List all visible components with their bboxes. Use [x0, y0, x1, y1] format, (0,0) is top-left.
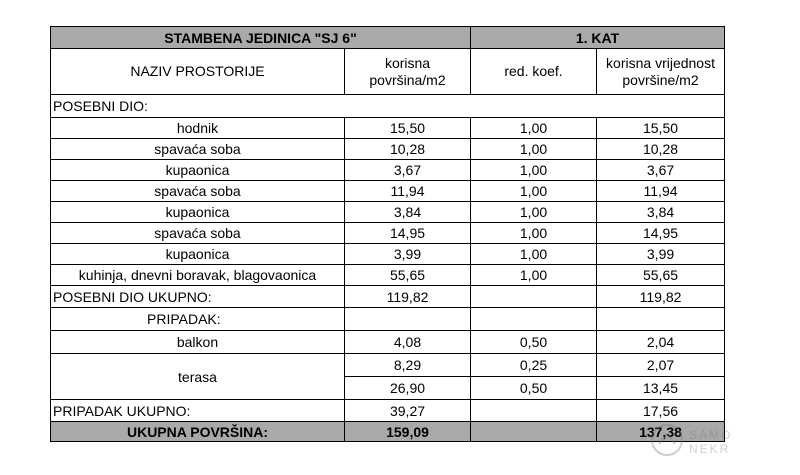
table-row	[51, 160, 725, 181]
room-name: terasa	[51, 354, 345, 400]
grand-total-value: 137,38	[597, 422, 725, 442]
room-coef: 1,00	[471, 160, 597, 181]
table-row	[51, 118, 725, 139]
section-row-pripadak	[51, 308, 725, 331]
watermark-text-top: SAMO	[689, 428, 733, 442]
floor-title: 1. KAT	[471, 27, 725, 49]
room-area: 26,90	[345, 377, 471, 400]
room-coef: 1,00	[471, 139, 597, 160]
room-area: 14,95	[345, 223, 471, 244]
room-value: 55,65	[597, 265, 725, 286]
grand-total-label: UKUPNA POVRŠINA:	[51, 422, 345, 442]
pripadak-total-area: 39,27	[345, 400, 471, 422]
table-row	[51, 202, 725, 223]
room-value: 2,07	[597, 354, 725, 377]
column-header-coef: red. koef.	[471, 49, 597, 95]
watermark-text-bottom: NEKR	[689, 442, 731, 456]
column-header-area: korisna površina/m2	[345, 49, 471, 95]
room-coef: 1,00	[471, 265, 597, 286]
room-name: kupaonica	[51, 202, 345, 223]
room-value: 3,67	[597, 160, 725, 181]
room-coef: 1,00	[471, 223, 597, 244]
room-name: balkon	[51, 331, 345, 354]
pripadak-total-row	[51, 400, 725, 422]
section-label-pripadak: PRIPADAK:	[51, 308, 345, 331]
room-value: 13,45	[597, 377, 725, 400]
pripadak-total-value: 17,56	[597, 400, 725, 422]
area-table	[50, 26, 725, 442]
table-row	[51, 223, 725, 244]
room-area: 3,99	[345, 244, 471, 265]
room-area: 15,50	[345, 118, 471, 139]
room-area: 3,67	[345, 160, 471, 181]
unit-title: STAMBENA JEDINICA "SJ 6"	[51, 27, 471, 49]
room-area: 11,94	[345, 181, 471, 202]
room-name: spavaća soba	[51, 223, 345, 244]
room-value: 3,84	[597, 202, 725, 223]
room-name: spavaća soba	[51, 181, 345, 202]
empty-cell	[345, 308, 471, 331]
room-area: 10,28	[345, 139, 471, 160]
pripadak-total-label: PRIPADAK UKUPNO:	[51, 400, 345, 422]
table-row-terasa-1	[51, 354, 725, 377]
column-header-value: korisna vrijednost površine/m2	[597, 49, 725, 95]
room-value: 15,50	[597, 118, 725, 139]
room-area: 4,08	[345, 331, 471, 354]
empty-cell	[471, 308, 597, 331]
grand-total-coef	[471, 422, 597, 442]
room-name: kupaonica	[51, 160, 345, 181]
column-header-name: NAZIV PROSTORIJE	[51, 49, 345, 95]
room-value: 2,04	[597, 331, 725, 354]
room-coef: 1,00	[471, 181, 597, 202]
posebni-total-area: 119,82	[345, 286, 471, 308]
posebni-total-row	[51, 286, 725, 308]
room-coef: 0,50	[471, 331, 597, 354]
room-coef: 1,00	[471, 118, 597, 139]
room-value: 14,95	[597, 223, 725, 244]
room-area: 55,65	[345, 265, 471, 286]
room-area: 3,84	[345, 202, 471, 223]
grand-total-area: 159,09	[345, 422, 471, 442]
room-value: 11,94	[597, 181, 725, 202]
room-area: 8,29	[345, 354, 471, 377]
table-row-balkon	[51, 331, 725, 354]
table-row	[51, 139, 725, 160]
empty-cell	[597, 308, 725, 331]
room-coef: 1,00	[471, 202, 597, 223]
section-row-posebni	[51, 95, 725, 118]
room-coef: 1,00	[471, 244, 597, 265]
room-name: kupaonica	[51, 244, 345, 265]
table-row	[51, 265, 725, 286]
posebni-total-label: POSEBNI DIO UKUPNO:	[51, 286, 345, 308]
section-label-posebni: POSEBNI DIO:	[51, 95, 725, 118]
room-name: spavaća soba	[51, 139, 345, 160]
grand-total-row	[51, 422, 725, 442]
posebni-total-value: 119,82	[597, 286, 725, 308]
title-row	[51, 27, 725, 49]
room-coef: 0,25	[471, 354, 597, 377]
column-header-row	[51, 49, 725, 95]
room-coef: 0,50	[471, 377, 597, 400]
pripadak-total-coef	[471, 400, 597, 422]
table-row	[51, 244, 725, 265]
room-value: 10,28	[597, 139, 725, 160]
posebni-total-coef	[471, 286, 597, 308]
table-row	[51, 181, 725, 202]
room-name: hodnik	[51, 118, 345, 139]
room-value: 3,99	[597, 244, 725, 265]
room-name: kuhinja, dnevni boravak, blagovaonica	[51, 265, 345, 286]
